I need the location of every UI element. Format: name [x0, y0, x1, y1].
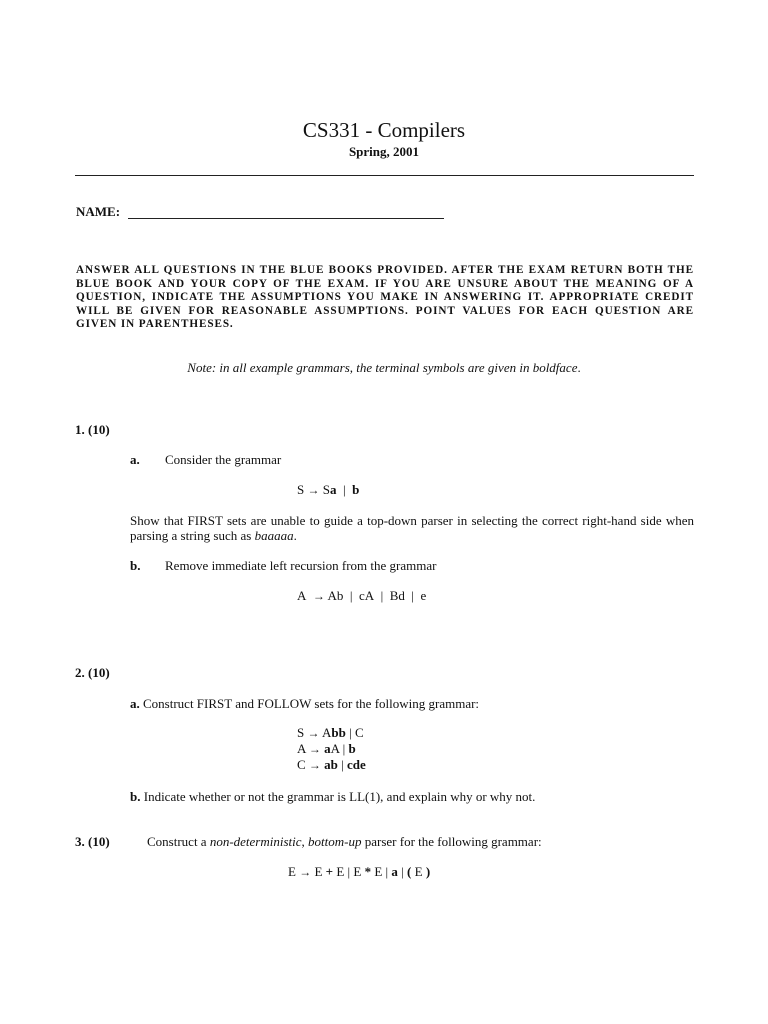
- q3g-bar1: |: [347, 864, 351, 879]
- g2-r4: e: [420, 588, 427, 603]
- q3g-t3: E: [353, 864, 362, 879]
- q2-rule-a: [297, 741, 356, 757]
- q1-grammar-1: [297, 482, 359, 498]
- q2-r2-bar: |: [341, 757, 344, 772]
- q1-part-a-label: [130, 452, 140, 468]
- q2-r0-p1b: bb: [331, 725, 346, 740]
- q2-b-text: Indicate whether or not the grammar is LL(1), and explain why or why not.: [143, 789, 536, 804]
- g2-r2: cA: [358, 588, 375, 603]
- q1-a-para-end: .: [293, 528, 297, 543]
- q1-a-para-em: baaaaa: [254, 528, 294, 543]
- page-title: CS331 - Compilers: [302, 118, 466, 142]
- q3-sep: ,: [301, 834, 309, 849]
- q3g-t4: E: [374, 864, 383, 879]
- q2-r0-arrow: →: [307, 726, 320, 740]
- q3-em2: bottom-up: [308, 834, 362, 849]
- g2-bar2: |: [380, 588, 384, 603]
- q1-part-b-label: [130, 558, 140, 574]
- q2-r2-p1b: ab: [324, 757, 338, 772]
- g1-arrow: →: [307, 483, 320, 497]
- g1-lhs: S: [297, 482, 305, 497]
- g2-bar1: |: [349, 588, 353, 603]
- header-divider: [75, 175, 694, 176]
- q3g-rp: ): [425, 864, 431, 879]
- question-1-header: 1. (10): [75, 422, 110, 437]
- exam-instructions: ANSWER ALL QUESTIONS IN THE BLUE BOOKS PROVIDED. AFTER THE EXAM RETURN BOTH THE BLUE BOOK AND YOUR COPY OF THE EXAM. IF YOU ARE UNSURE ABOUT THE MEANING OF A QUESTION, INDICATE THE ASSUMPTIONS YOU MAKE IN ANSWERING IT. APPROPRIATE CREDIT WILL BE GIVEN FOR REASONABLE ASSUMPTIONS. POINT VALUES FOR EACH QUESTION ARE GIVEN IN PARENTHESES.: [76, 264, 694, 331]
- g1-rhs1b: a: [329, 482, 337, 497]
- q2-part-b: [130, 789, 535, 805]
- g2-r3: Bd: [389, 588, 405, 603]
- q3-text: [147, 834, 542, 850]
- q3-grammar: [288, 864, 430, 880]
- q2-rule-c: [297, 757, 366, 773]
- q1-a-text: Consider the grammar: [165, 452, 282, 467]
- note-text-mid: , the terminal symbols are given in boldface: [349, 360, 578, 375]
- q3g-t6: E: [414, 864, 423, 879]
- q2-r1-p1b: a: [324, 741, 331, 756]
- q3g-bar3: |: [401, 864, 404, 879]
- q3g-t5: a: [391, 864, 398, 879]
- q1-b-label: b.: [130, 558, 141, 573]
- grammar-note: [0, 360, 768, 376]
- q1-a-label: a.: [130, 452, 140, 467]
- g2-bar3: |: [411, 588, 414, 603]
- q3g-lhs: E: [288, 864, 296, 879]
- q2-r0-bar: |: [349, 725, 352, 740]
- q3g-plus: +: [325, 864, 334, 879]
- q3g-bar2: |: [385, 864, 389, 879]
- q2-a-text: Construct FIRST and FOLLOW sets for the following grammar:: [143, 696, 480, 711]
- q2-r2-arrow: →: [308, 758, 321, 772]
- question-3-header: 3. (10): [75, 834, 110, 849]
- g1-bar: |: [342, 482, 346, 497]
- q2-r1-p1c: A: [330, 741, 340, 756]
- q2-r2-p2b: cde: [347, 757, 366, 772]
- page-subtitle: Spring, 2001: [348, 144, 420, 159]
- q3g-t1: E: [314, 864, 323, 879]
- g2-r1: Ab: [327, 588, 344, 603]
- q2-r0-lhs: S: [297, 725, 305, 740]
- q2-r2-lhs: C: [297, 757, 306, 772]
- g1-rhs2: b: [352, 482, 360, 497]
- q2-rule-s: [297, 725, 364, 741]
- q2-a-label: a.: [130, 696, 140, 711]
- q2-r1-lhs: A: [297, 741, 306, 756]
- q3g-t2: E: [336, 864, 345, 879]
- q3-em1: non-deterministic: [209, 834, 302, 849]
- q3-text-post: parser for the following grammar:: [361, 834, 542, 849]
- g2-lhs: A: [297, 588, 307, 603]
- q2-r1-arrow: →: [308, 742, 321, 756]
- note-text-pre: Note: in all example grammars: [187, 360, 350, 375]
- q2-b-label: b.: [130, 789, 141, 804]
- q2-r1-bar: |: [342, 741, 346, 756]
- note-text-end: .: [577, 360, 581, 375]
- q2-r0-p1: A: [322, 725, 332, 740]
- g1-rhs1: S: [322, 482, 330, 497]
- question-2-header: 2. (10): [75, 665, 110, 680]
- q2-r0-p2: C: [355, 725, 364, 740]
- q2-part-a: [130, 696, 479, 712]
- g2-arrow: →: [312, 589, 325, 603]
- name-label: NAME:: [76, 204, 121, 219]
- q1-b-text: Remove immediate left recursion from the grammar: [165, 558, 437, 573]
- q3-text-pre: Construct a: [147, 834, 210, 849]
- q3g-lp: (: [407, 864, 412, 879]
- q1-a-para-pre: Show that FIRST sets are unable to guide a top-down parser in selecting the correct right-hand side when parsing a string such as: [130, 513, 694, 543]
- name-blank-line: [128, 218, 444, 219]
- q3g-star: *: [364, 864, 372, 879]
- q3g-arrow: →: [299, 865, 312, 879]
- q2-r1-p2b: b: [348, 741, 356, 756]
- q1-grammar-2: [297, 588, 426, 604]
- q1-a-paragraph: [130, 513, 694, 543]
